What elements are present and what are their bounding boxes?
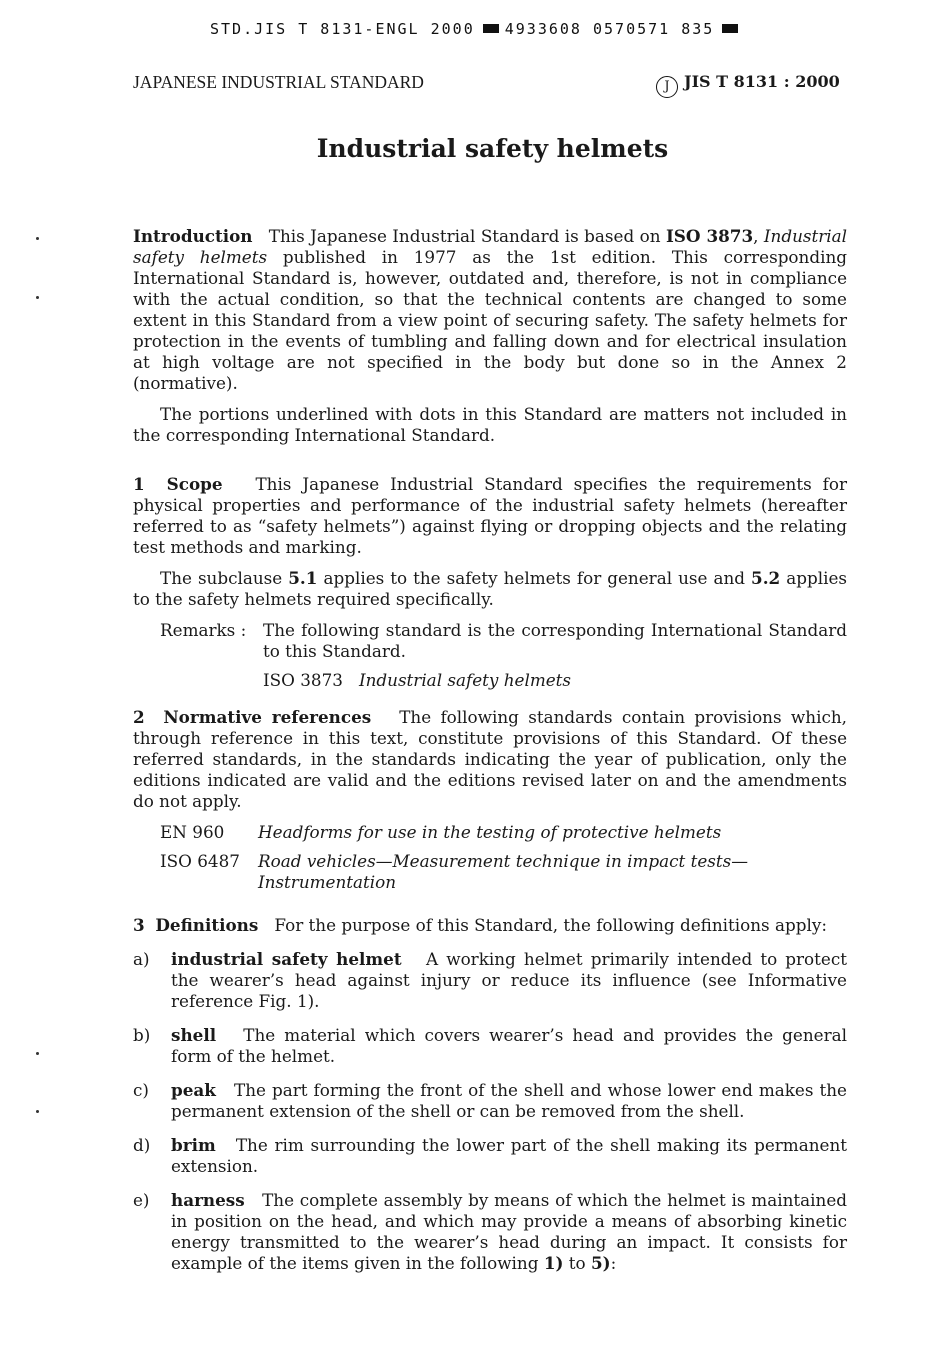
definition-body <box>171 1025 847 1067</box>
clause-reference: 5.1 <box>288 568 318 588</box>
definition-body <box>171 949 847 1012</box>
definition-label: c) <box>133 1080 149 1100</box>
standard-number <box>656 72 840 98</box>
definition-term: harness <box>171 1190 245 1210</box>
standard-number-text: JIS T 8131 : 2000 <box>684 72 840 91</box>
document-body <box>133 226 847 1287</box>
iso-title: Industrial safety helmets <box>133 226 848 267</box>
item-reference: 5) <box>590 1253 611 1273</box>
definitions-heading: Definitions <box>155 915 259 935</box>
definition-text: : <box>610 1253 617 1273</box>
intro-paragraph-2: The portions underlined with dots in this Standard are matters not included in the corresponding International Standard. <box>133 404 847 445</box>
remarks <box>160 620 847 662</box>
document-header-code <box>210 20 744 38</box>
scope-text: The subclause <box>160 568 289 588</box>
definition-text: The material which covers wearer’s head and provides the general form of the helmet. <box>171 1025 847 1066</box>
section-number: 3 <box>133 915 145 935</box>
definition-text: A working helmet primarily intended to protect the wearer’s head against injury or reduce its influence (see Informative reference Fig. 1). <box>171 949 847 1011</box>
definition-item <box>133 1190 847 1274</box>
definition-term: industrial safety helmet <box>171 949 402 969</box>
organization-line: JAPANESE INDUSTRIAL STANDARD <box>133 72 424 92</box>
reference-number: EN 960 <box>160 822 225 842</box>
redaction-block <box>722 24 738 33</box>
definition-label: d) <box>133 1135 151 1155</box>
scope-text: applies to the safety helmets required specifically. <box>133 568 847 609</box>
definition-label: a) <box>133 949 150 969</box>
scan-speck <box>36 1052 39 1055</box>
scan-speck <box>36 296 39 299</box>
definition-body <box>171 1135 847 1177</box>
definition-text: The complete assembly by means of which the helmet is maintained in position on the head, and which may provide a means of absorbing kinetic energy transmitted to the wearer’s head during an impact. It consists for example of the items given in the following <box>171 1190 847 1273</box>
definition-item <box>133 1135 847 1177</box>
item-reference: 1) <box>543 1253 564 1273</box>
definition-term: shell <box>171 1025 217 1045</box>
iso-reference-line <box>263 670 847 691</box>
clause-reference: 5.2 <box>751 568 781 588</box>
reference-item <box>160 822 847 843</box>
intro-text: published in 1977 as the 1st edition. This corresponding International Standard is, however, outdated and, therefore, is not in compliance with the actual condition, so that the technical contents are changed to some extent in this Standard from a view point of securing safety. The safety helmets for protection in the events of tumbling and falling down and for electrical insulation at high voltage are not specified in the body but done so in the Annex 2 (normative). <box>133 247 848 393</box>
scope-paragraph <box>133 474 847 558</box>
reference-item <box>160 851 847 893</box>
reference-title: Headforms for use in the testing of protective helmets <box>258 822 722 842</box>
scan-speck <box>36 1110 39 1113</box>
definition-term: peak <box>171 1080 216 1100</box>
definition-text: The rim surrounding the lower part of the shell making its permanent extension. <box>171 1135 847 1176</box>
scan-speck <box>36 237 39 240</box>
iso-number: ISO 3873 <box>263 670 343 690</box>
remarks-label: Remarks : <box>160 620 247 640</box>
scope-text: This Japanese Industrial Standard specifies the requirements for physical properties and performance of the industrial safety helmets (hereafter referred to as “safety helmets”) against flying or dropping objects and the relating test methods and marking. <box>133 474 847 557</box>
scope-text: applies to the safety helmets for general use and <box>317 568 752 588</box>
jis-mark-icon: J <box>656 76 678 98</box>
section-number: 1 <box>133 474 145 494</box>
definition-item <box>133 1080 847 1122</box>
definition-text: The part forming the front of the shell and whose lower end makes the permanent extension of the shell or can be removed from the shell. <box>171 1080 847 1121</box>
reference-title: Road vehicles—Measurement technique in impact tests—Instrumentation <box>258 851 749 892</box>
intro-heading: Introduction <box>133 226 253 246</box>
definition-term: brim <box>171 1135 216 1155</box>
normative-text: The following standards contain provisions which, through reference in this text, constitute provisions of this Standard. Of these referred standards, in the standards indicating the year of publication, only the editions indicated are valid and the editions revised later on and the amendments do not apply. <box>133 707 848 811</box>
definitions-paragraph <box>133 915 847 936</box>
redaction-block <box>483 24 499 33</box>
intro-text: This Japanese Industrial Standard is based on <box>268 226 666 246</box>
remarks-text: The following standard is the corresponding International Standard to this Standard. <box>263 620 847 661</box>
definition-label: e) <box>133 1190 150 1210</box>
section-number: 2 <box>133 707 145 727</box>
iso-title: Industrial safety helmets <box>358 670 572 690</box>
definition-body <box>171 1080 847 1122</box>
header-code-text: STD.JIS T 8131-ENGL 2000 <box>210 20 475 38</box>
header-code-number: 4933608 0570571 835 <box>504 20 715 38</box>
separator: , <box>753 226 764 246</box>
definitions-intro: For the purpose of this Standard, the following definitions apply: <box>274 915 827 935</box>
scope-paragraph-2 <box>133 568 847 610</box>
intro-paragraph <box>133 226 847 394</box>
normative-paragraph <box>133 707 847 812</box>
scope-heading: Scope <box>166 474 223 494</box>
normative-heading: Normative references <box>163 707 372 727</box>
definition-item <box>133 949 847 1012</box>
document-title: Industrial safety helmets <box>316 134 669 163</box>
definition-item <box>133 1025 847 1067</box>
iso-reference: ISO 3873 <box>665 226 754 246</box>
reference-number: ISO 6487 <box>160 851 240 871</box>
definition-text: to <box>563 1253 591 1273</box>
definition-label: b) <box>133 1025 151 1045</box>
definition-body <box>171 1190 847 1274</box>
